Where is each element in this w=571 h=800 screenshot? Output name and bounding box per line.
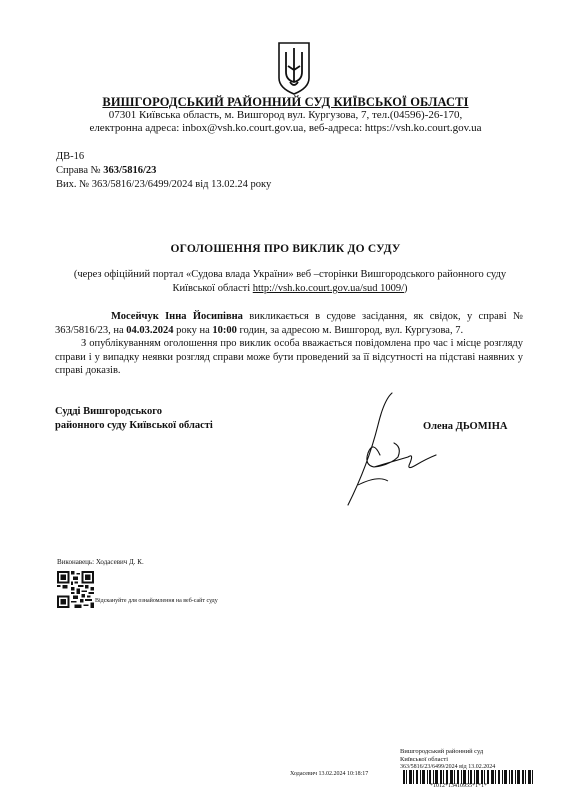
coat-of-arms-icon [276,40,312,96]
handwritten-signature [318,385,438,515]
person-name: Мосейчук Інна Йосипівна [111,311,243,322]
court-website-link[interactable]: http://vsh.ko.court.gov.ua/sud 1009/ [252,283,405,294]
e-stamp-court: Вишгородський районний суд [400,748,484,755]
hearing-time: 10:00 [212,324,237,336]
case-line [56,165,156,176]
executor-name: Виконавець: Ходасевич Д. К. [57,558,144,566]
qr-code-icon[interactable] [57,571,94,608]
qr-caption: Відскануйте для ознайомлення на веб-сайт суду [95,598,218,604]
notice-subtitle [60,268,520,296]
doc-code: ДВ-16 [56,151,85,162]
case-number: 363/5816/23 [103,165,157,176]
barcode-icon [403,770,533,784]
court-address: 07301 Київська область, м. Вишгород вул. Кургузова, 7, тел.(04596)-26-170, [108,109,463,121]
e-stamp-signer: Ходасевич 13.02.2024 10:18:17 [290,771,369,777]
judge-name: Олена ДЬОМІНА [423,421,508,432]
judge-title: Судді Вишгородського районного суду Київської області [55,406,213,431]
notice-title: ОГОЛОШЕННЯ ПРО ВИКЛИК ДО СУДУ [170,243,401,255]
subtitle-text: (через офіційний портал «Судова влада України» веб –сторінки Вишгородського районного суду Київської області [73,269,507,294]
case-label: Справа № [56,165,104,176]
outgoing-number: Вих. № 363/5816/23/6499/2024 від 13.02.24 року [56,179,272,190]
summons-paragraph: Мосейчук Інна Йосипівна викликається в судове засідання, як свідок, у справі № 363/5816/23, на 04.03.2024 року на 10:00 годин, за адресою м. Вишгород, вул. Кургузова, 7. [55,311,523,336]
notice-paragraph: З опублікуванням оголошення про виклик особа вважається повідомлена про час і місце розгляду справи і у випадку неявки розгляд справи може бути проведений за її відсутності на підставі наявних у справі доказів. [55,338,523,376]
hearing-date: 04.03.2024 [126,324,174,336]
e-stamp-reg-number: 363/5816/23/6499/2024 від 13.02.2024 [400,764,496,770]
court-name: ВИШГОРОДСЬКИЙ РАЙОННИЙ СУД КИЇВСЬКОЇ ОБЛАСТІ [102,95,469,109]
subtitle-close: ) [404,283,408,294]
court-contacts: електронна адреса: inbox@vsh.ko.court.gov.ua, веб-адреса: https://vsh.ko.court.gov.ua [89,122,482,134]
barcode-number: *1012*13410955*1*1* [430,783,487,789]
e-stamp-region: Київської області [400,756,449,763]
